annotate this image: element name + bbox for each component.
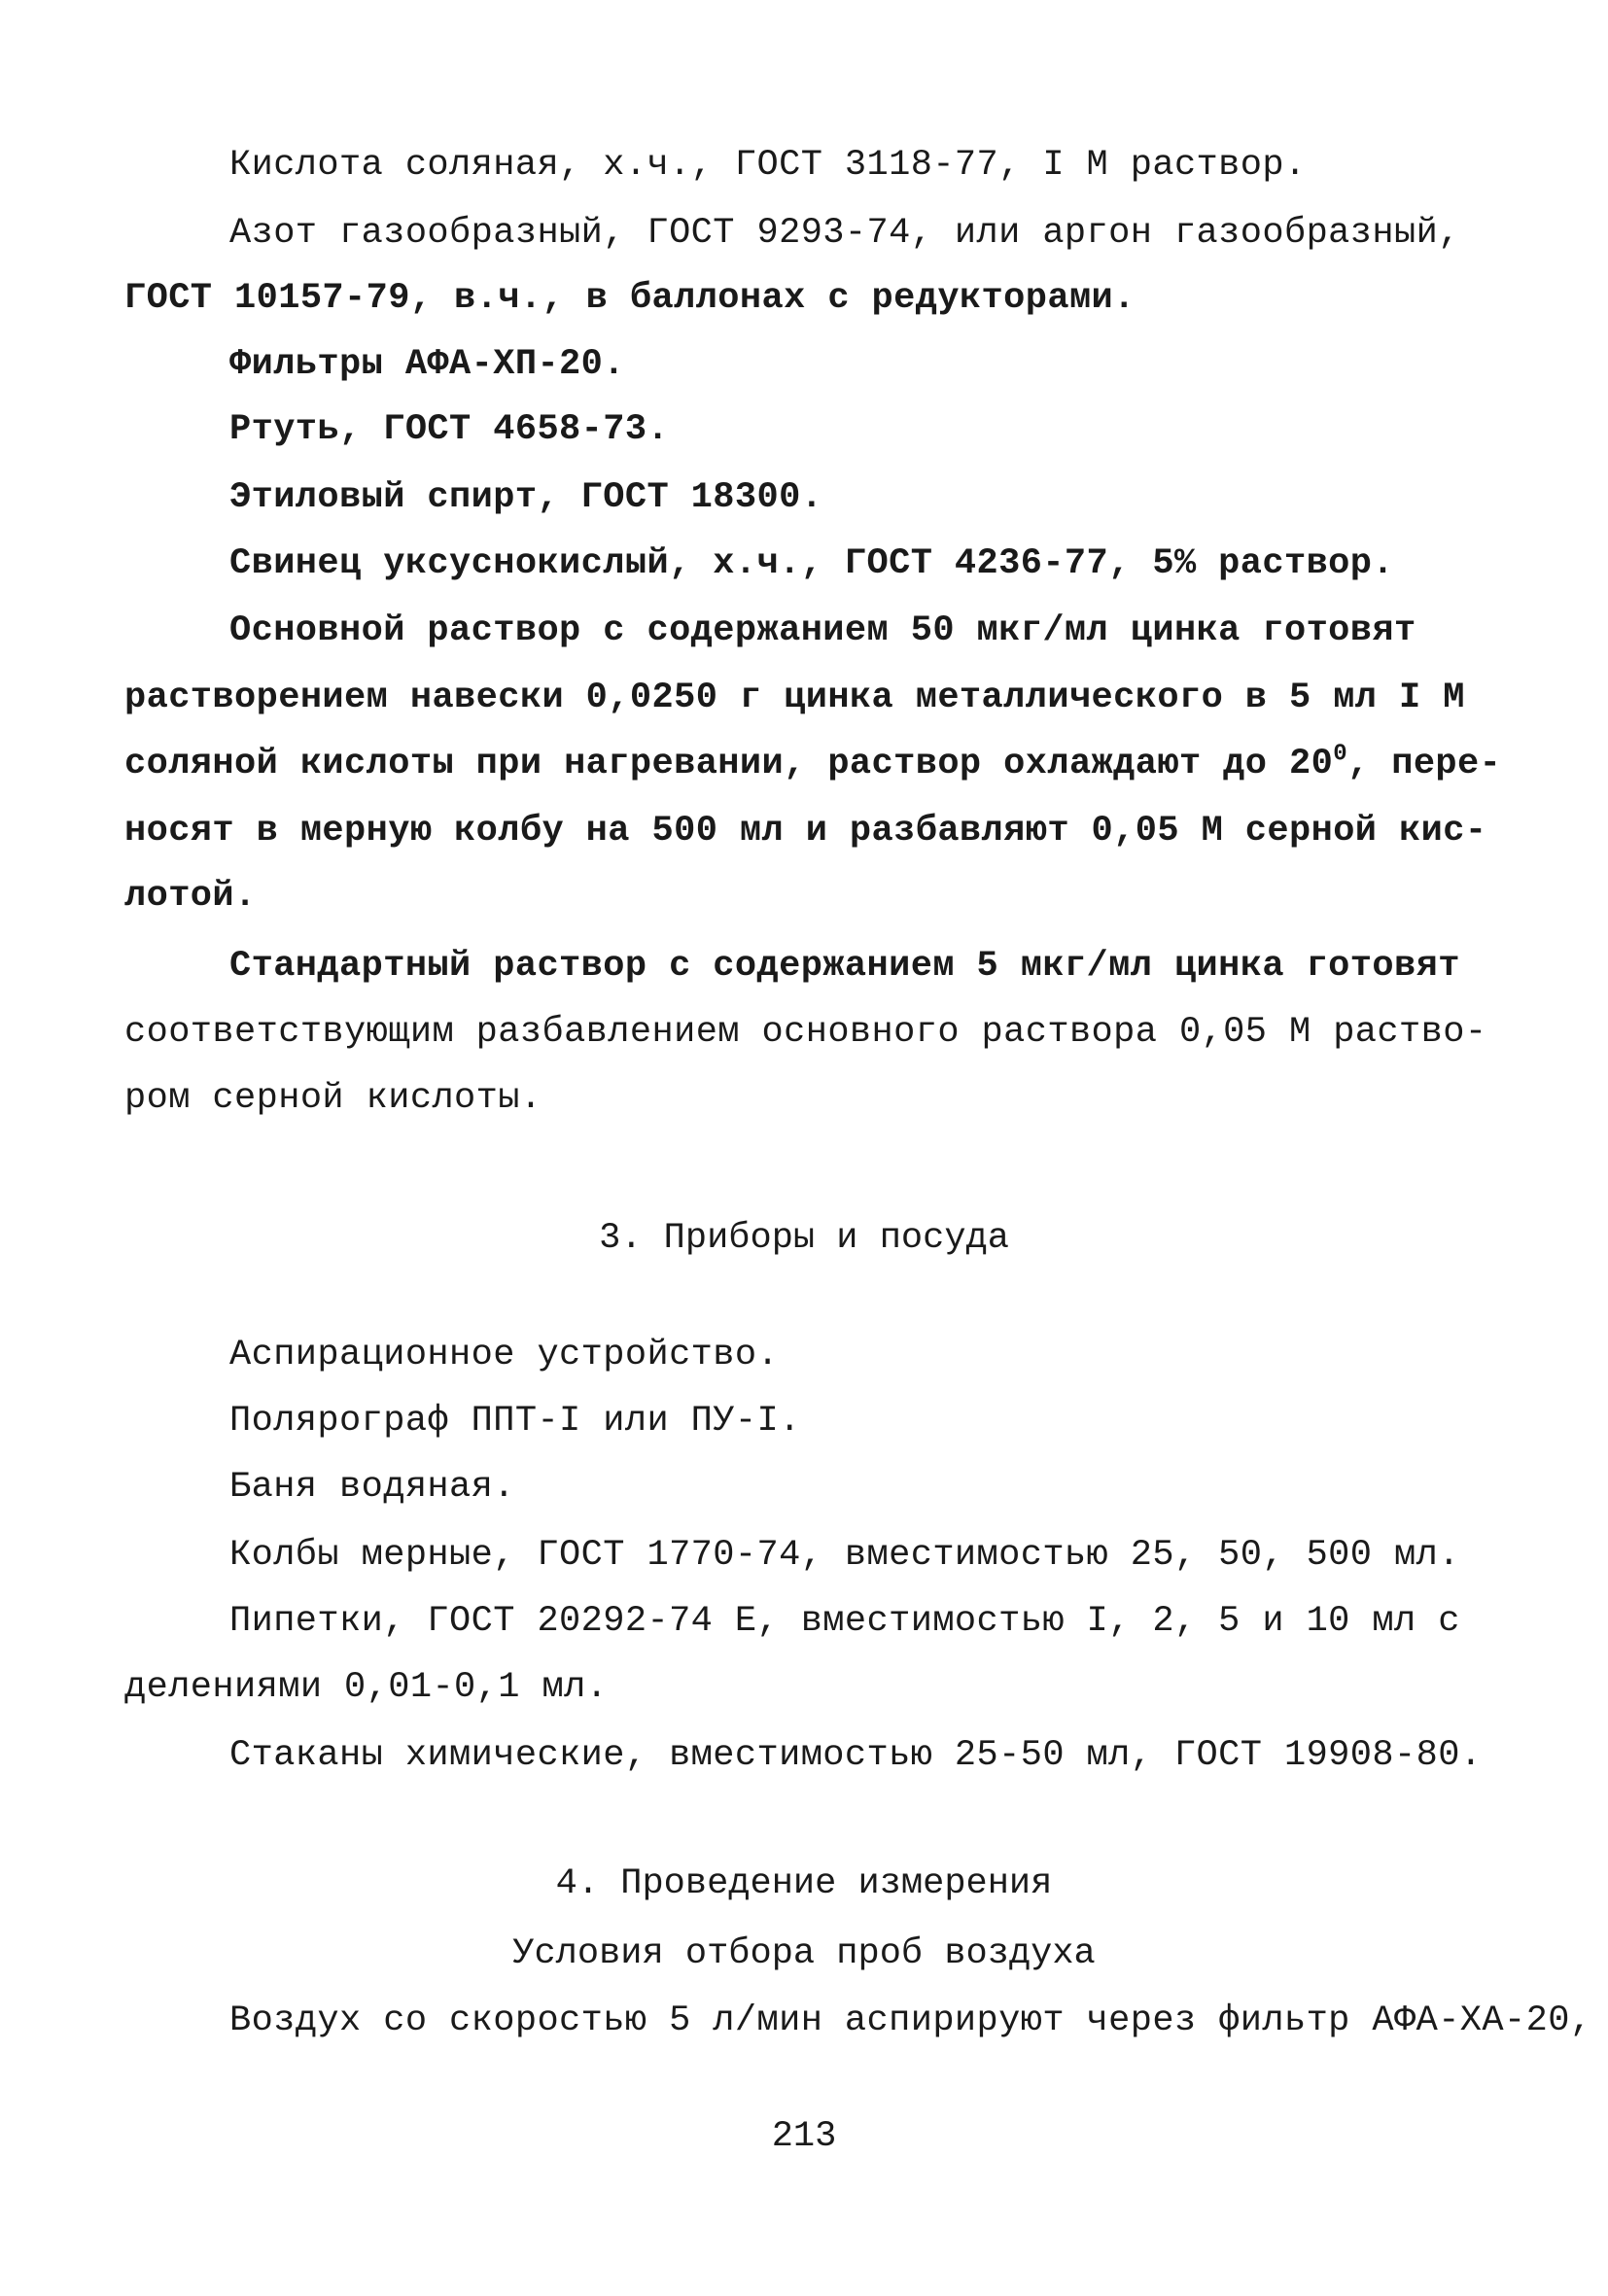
section-4-heading: 4. Проведение измерения xyxy=(555,1863,1053,1904)
reagent-nitrogen-line2: ГОСТ 10157-79, в.ч., в баллонах с редукторами. xyxy=(124,278,1136,319)
reagent-nitrogen-line1: Азот газообразный, ГОСТ 9293-74, или аргон газообразный, xyxy=(229,213,1460,254)
section-4-subheading: Условия отбора проб воздуха xyxy=(512,1933,1096,1974)
sampling-text-line1: Воздух со скоростью 5 л/мин аспирируют через фильтр АФА-ХА-20, xyxy=(229,2000,1592,2041)
reagent-ethanol: Этиловый спирт, ГОСТ 18300. xyxy=(229,477,823,518)
equipment-aspirator: Аспирационное устройство. xyxy=(229,1335,780,1375)
equipment-pipettes-line1: Пипетки, ГОСТ 20292-74 Е, вместимостью I, 2, 5 и 10 мл с xyxy=(229,1601,1460,1642)
standard-solution-line3: ром серной кислоты. xyxy=(124,1078,542,1119)
page-number: 213 xyxy=(771,2116,837,2157)
reagent-filters: Фильтры АФА-ХП-20. xyxy=(229,344,625,385)
equipment-polarograph: Полярограф ППТ-I или ПУ-I. xyxy=(229,1401,801,1442)
reagent-hydrochloric-acid: Кислота соляная, х.ч., ГОСТ 3118-77, I М раствор. xyxy=(229,145,1307,186)
equipment-flasks: Колбы мерные, ГОСТ 1770-74, вместимостью 25, 50, 500 мл. xyxy=(229,1535,1460,1576)
standard-solution-line2: соответствующим разбавлением основного раствора 0,05 М раство- xyxy=(124,1012,1487,1053)
reagent-mercury: Ртуть, ГОСТ 4658-73. xyxy=(229,409,670,450)
equipment-beakers: Стаканы химические, вместимостью 25-50 мл, ГОСТ 19908-80. xyxy=(229,1735,1483,1776)
standard-solution-line1: Стандартный раствор с содержанием 5 мкг/мл цинка готовят xyxy=(229,946,1460,987)
degree-superscript: 0 xyxy=(1333,741,1348,768)
reagent-lead-acetate: Свинец уксуснокислый, х.ч., ГОСТ 4236-77, 5% раствор. xyxy=(229,543,1394,584)
section-3-heading: 3. Приборы и посуда xyxy=(599,1218,1009,1259)
equipment-pipettes-line2: делениями 0,01-0,1 мл. xyxy=(124,1667,609,1708)
equipment-water-bath: Баня водяная. xyxy=(229,1467,515,1508)
stock-solution-line3 xyxy=(124,743,1501,785)
stock-solution-line3-text: соляной кислоты при нагревании, раствор охлаждают до 20 xyxy=(124,744,1334,784)
stock-solution-line1: Основной раствор с содержанием 50 мкг/мл цинка готовят xyxy=(229,610,1416,651)
stock-solution-line5: лотой. xyxy=(124,876,257,917)
stock-solution-line2: растворением навески 0,0250 г цинка металлического в 5 мл I М xyxy=(124,678,1465,718)
stock-solution-line4: носят в мерную колбу на 500 мл и разбавляют 0,05 М серной кис- xyxy=(124,811,1487,852)
stock-solution-line3-end: , пере- xyxy=(1347,744,1502,784)
